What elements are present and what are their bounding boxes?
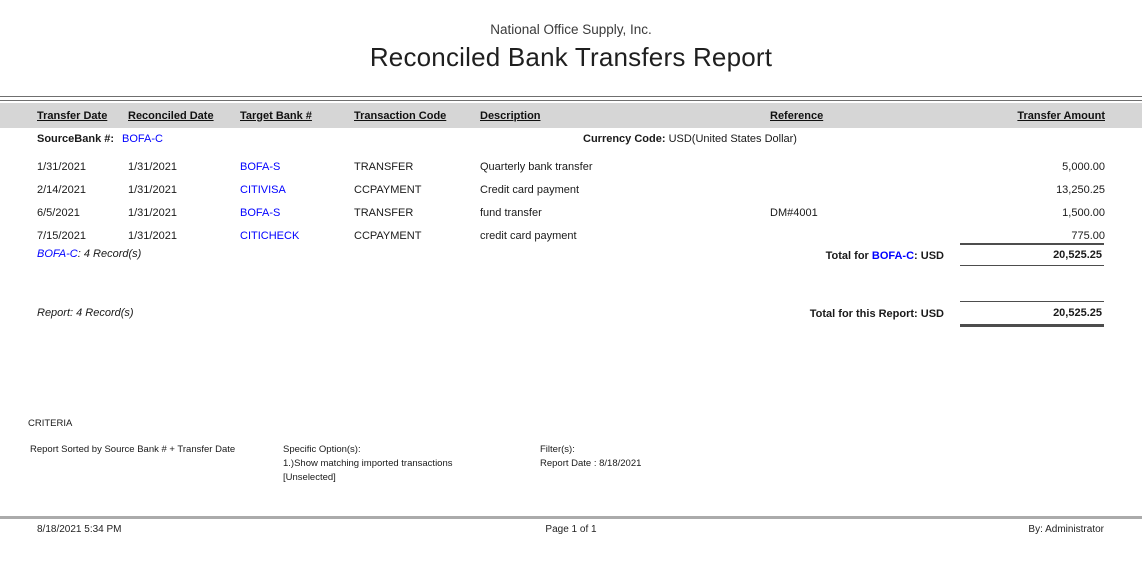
group-record-count-text: : 4 Record(s) [77, 248, 142, 260]
currency-code-label: Currency Code: [583, 133, 666, 145]
cell-description: fund transfer [480, 206, 542, 219]
footer-user: By: Administrator [1028, 524, 1104, 535]
company-name: National Office Supply, Inc. [490, 22, 652, 37]
target-bank-link[interactable]: BOFA-S [240, 206, 281, 219]
source-bank-label: SourceBank #: [37, 133, 115, 145]
footer-divider [0, 516, 1142, 519]
column-header-transfer-amount: Transfer Amount [1017, 109, 1105, 122]
criteria-options-line1: 1.)Show matching imported transactions [283, 458, 453, 469]
cell-transfer-date: 6/5/2021 [37, 206, 80, 219]
criteria-options [283, 443, 548, 485]
cell-reconciled-date: 1/31/2021 [128, 160, 177, 173]
report-record-count: Report: 4 Record(s) [37, 307, 134, 319]
group-bank-link[interactable]: BOFA-C [37, 248, 78, 260]
cell-transaction-code: TRANSFER [354, 206, 414, 219]
target-bank-link[interactable]: BOFA-S [240, 160, 281, 173]
group-header-row [0, 133, 1142, 151]
group-total-suffix: : USD [914, 250, 944, 262]
cell-transfer-amount: 775.00 [1071, 229, 1105, 242]
criteria-heading: CRITERIA [28, 418, 73, 429]
group-total-row [0, 243, 1142, 273]
cell-transfer-amount: 13,250.25 [1056, 183, 1105, 196]
criteria-filters-line1: Report Date : 8/18/2021 [540, 458, 642, 469]
table-row [0, 155, 1142, 178]
report-total-row [0, 301, 1142, 331]
source-bank-link[interactable]: BOFA-C [122, 133, 163, 145]
group-total-prefix: Total for [825, 250, 872, 262]
cell-transfer-date: 7/15/2021 [37, 229, 86, 242]
column-header-row [0, 103, 1142, 128]
header-divider [0, 96, 1142, 101]
criteria-options-line2: [Unselected] [283, 472, 336, 483]
cell-reconciled-date: 1/31/2021 [128, 206, 177, 219]
report-title: Reconciled Bank Transfers Report [369, 42, 773, 72]
table-row [0, 201, 1142, 224]
cell-transfer-date: 2/14/2021 [37, 183, 86, 196]
currency-code [583, 133, 797, 145]
table-row [0, 178, 1142, 201]
footer-datetime: 8/18/2021 5:34 PM [37, 524, 122, 535]
criteria-sort: Report Sorted by Source Bank # + Transfer Date [30, 444, 236, 455]
cell-description: Quarterly bank transfer [480, 160, 593, 173]
group-total-bank-link[interactable]: BOFA-C [871, 250, 915, 262]
criteria-options-label: Specific Option(s): [283, 444, 361, 455]
criteria-filters [540, 443, 800, 471]
cell-transfer-date: 1/31/2021 [37, 160, 86, 173]
cell-description: credit card payment [480, 229, 577, 242]
report-total-label: Total for this Report: USD [809, 308, 944, 320]
column-header-transfer-date: Transfer Date [37, 109, 108, 122]
column-header-description: Description [480, 109, 541, 122]
report-total-amount: 20,525.25 [960, 301, 1104, 327]
transfer-rows [0, 155, 1142, 247]
currency-code-value: USD(United States Dollar) [665, 133, 797, 145]
target-bank-link[interactable]: CITICHECK [240, 229, 300, 242]
column-header-target-bank: Target Bank # [240, 109, 312, 122]
cell-reconciled-date: 1/31/2021 [128, 183, 177, 196]
cell-transfer-amount: 1,500.00 [1062, 206, 1105, 219]
cell-description: Credit card payment [480, 183, 580, 196]
cell-reference: DM#4001 [770, 206, 818, 219]
group-record-count [37, 248, 141, 260]
criteria-filters-label: Filter(s): [540, 444, 575, 455]
column-header-transaction-code: Transaction Code [354, 109, 447, 122]
cell-transaction-code: TRANSFER [354, 160, 414, 173]
group-total-amount: 20,525.25 [960, 243, 1104, 266]
footer-page-number: Page 1 of 1 [545, 524, 597, 535]
cell-transaction-code: CCPAYMENT [354, 183, 422, 196]
group-total-label [826, 250, 944, 262]
cell-reconciled-date: 1/31/2021 [128, 229, 177, 242]
cell-transfer-amount: 5,000.00 [1062, 160, 1105, 173]
column-header-reference: Reference [770, 109, 824, 122]
column-header-reconciled-date: Reconciled Date [128, 109, 214, 122]
target-bank-link[interactable]: CITIVISA [240, 183, 286, 196]
cell-transaction-code: CCPAYMENT [354, 229, 422, 242]
